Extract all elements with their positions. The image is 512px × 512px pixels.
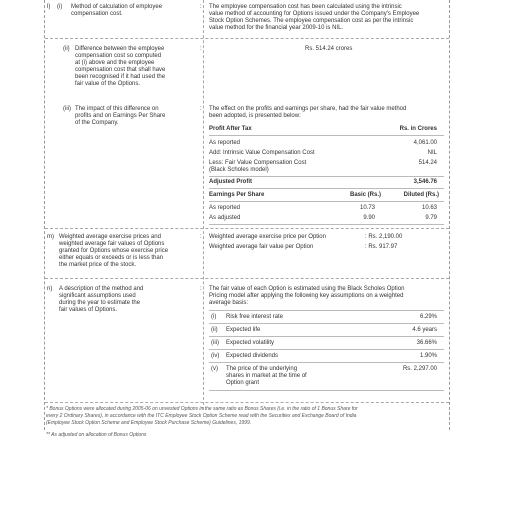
section-n-intro: The fair value of each Option is estimated using the Black Scholes Option Pricing model after applying the following key assumptions on a weighted average basis:	[209, 286, 405, 306]
sub-iii-text: The effect on the profits and earnings per share, had the fair value method been adopted, is presented below:	[209, 106, 407, 119]
section-divider	[45, 228, 449, 229]
assumption-value: Rs. 2,297.00	[402, 366, 437, 372]
eps-heading: Earnings Per Share	[209, 192, 265, 198]
table-rule	[209, 336, 444, 337]
colon-separator: :	[200, 4, 202, 10]
footnote-bonus-options: * Bonus Options were allocated during 2005-06 on unvested Options in the same ratio as Bonus Shares (i.e. in the ratio of 1 Bonus Share for every 2 Ordinary Shares), in accordance with the ITC Employee Stock Option Scheme read with the Securities and Exchange Board of India (Employee Stock Option Scheme and Employee Stock Purchase Scheme) Guidelines, 1999.	[46, 406, 358, 426]
assumption-number: (v)	[211, 366, 218, 372]
impact-row-value: 514.24	[418, 160, 437, 166]
notes-page	[44, 0, 450, 430]
section-divider	[45, 38, 449, 39]
eps-row-basic: 10.73	[359, 205, 375, 211]
section-divider	[45, 402, 449, 403]
impact-row-label: Add: Intrinsic Value Compensation Cost	[209, 150, 315, 156]
table-rule	[209, 188, 444, 189]
eps-basic-heading: Basic (Rs.)	[349, 192, 381, 198]
table-rule	[209, 310, 444, 311]
sub-i-number: (i)	[57, 4, 63, 10]
table-rule	[209, 390, 444, 391]
assumption-number: (i)	[211, 314, 217, 320]
colon-separator: :	[200, 46, 202, 52]
eps-row-diluted: 9.79	[425, 215, 437, 221]
table-rule	[209, 224, 444, 225]
assumption-label: Expected volatility	[226, 340, 275, 346]
colon-separator: :	[200, 106, 202, 112]
section-m-marker: m)	[47, 234, 54, 240]
assumption-number: (iii)	[211, 340, 219, 346]
assumption-label: The price of the underlying shares in market at the time of Option grant	[226, 366, 307, 386]
section-l-marker: l)	[47, 4, 51, 10]
table-rule	[209, 201, 444, 202]
eps-row-label: As reported	[209, 205, 241, 211]
section-m-label: Weighted average exercise prices and weighted average fair values of Options granted for Options whose exercise price either equals or exceeds or is less than the market price of the stock.	[59, 234, 169, 268]
sub-ii-number: (ii)	[63, 46, 70, 52]
eps-row-label: As adjusted	[209, 215, 241, 221]
section-n-marker: n)	[47, 286, 53, 292]
sub-i-label: Method of calculation of employee compensation cost.	[71, 4, 163, 17]
sub-ii-text: Rs. 514.24 crores	[305, 46, 353, 52]
table-rule	[209, 349, 444, 350]
impact-table-heading: Profit After Tax	[209, 126, 252, 132]
impact-row-label: As reported	[209, 140, 241, 146]
sub-ii-label: Difference between the employee compensation cost so computed at (i) above and the employee compensation cost that shall have been recognised if it had used the fair value of the Options.	[75, 46, 166, 87]
eps-row-diluted: 10.63	[421, 205, 437, 211]
adjusted-profit-label: Adjusted Profit	[209, 179, 252, 185]
eps-diluted-heading: Diluted (Rs.)	[403, 192, 439, 198]
impact-row-value: 4,061.00	[413, 140, 437, 146]
adjusted-profit-value: 3,546.76	[413, 179, 437, 185]
assumption-number: (ii)	[211, 327, 218, 333]
sub-i-text: The employee compensation cost has been calculated using the intrinsic value method of accounting for Options issued under the Company's Employee Stock Option Schemes. The employee compensation cost as per the intrinsic value method for the financial year 2009-10 is NIL.	[209, 4, 420, 31]
table-rule	[209, 362, 444, 363]
assumption-label: Expected dividends	[226, 353, 279, 359]
sub-iii-label: The impact of this difference on profits and on Earnings Per Share of the Company.	[75, 106, 166, 126]
impact-row-label: Less: Fair Value Compensation Cost (Black Scholes model)	[209, 160, 307, 173]
weighted-row-label: Weighted average exercise price per Option	[209, 234, 326, 240]
column-divider	[203, 0, 204, 410]
colon-separator: :	[200, 234, 202, 240]
assumption-label: Expected life	[226, 327, 261, 333]
assumption-value: 1.90%	[419, 353, 437, 359]
impact-row-value: NIL	[427, 150, 437, 156]
table-rule	[209, 323, 444, 324]
impact-table-unit: Rs. in Crores	[399, 126, 437, 132]
sub-iii-number: (iii)	[63, 106, 71, 112]
weighted-row-value: : Rs. 2,190.00	[365, 234, 403, 240]
assumption-value: 4.6 years	[412, 327, 437, 333]
weighted-row-value: : Rs. 917.97	[365, 244, 398, 250]
eps-row-basic: 9.90	[363, 215, 375, 221]
section-divider	[45, 278, 449, 279]
assumption-label: Risk free interest rate	[226, 314, 284, 320]
footnote-as-adjusted: ** As adjusted on allocation of Bonus Options	[46, 432, 147, 438]
table-rule	[209, 135, 444, 136]
section-n-label: A description of the method and significant assumptions used during the year to estimate the fair values of Options.	[59, 286, 144, 313]
colon-separator: :	[200, 286, 202, 292]
assumption-value: 6.29%	[419, 314, 437, 320]
weighted-row-label: Weighted average fair value per Option	[209, 244, 314, 250]
assumption-value: 36.66%	[416, 340, 437, 346]
assumption-number: (iv)	[211, 353, 220, 359]
table-rule	[209, 176, 444, 177]
